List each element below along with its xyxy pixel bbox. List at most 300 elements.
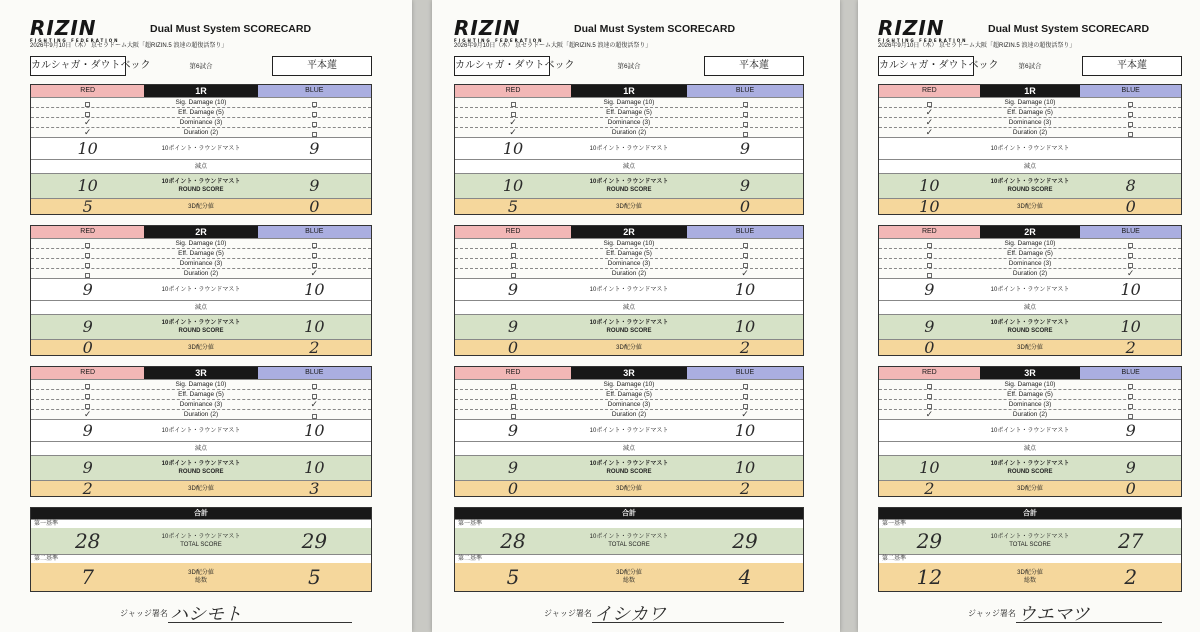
deduction-label: 減点 — [194, 304, 207, 311]
criterion-row — [879, 268, 1181, 278]
red-label: RED — [455, 367, 571, 379]
criteria-list — [31, 97, 371, 137]
total-red: 28 — [500, 529, 526, 553]
criterion-label: Dominance (3) — [607, 259, 651, 267]
round-block — [878, 225, 1182, 356]
total-red: 28 — [74, 529, 101, 553]
ten-point-row — [455, 278, 803, 300]
deduction-row — [455, 159, 803, 173]
ten-point-label: 10ポイント・ラウンドマスト — [589, 145, 669, 152]
ten-point-label: 10ポイント・ラウンドマスト — [161, 427, 241, 434]
ten-point-blue: 9 — [739, 138, 751, 158]
ten-point-blue: 10 — [734, 279, 756, 299]
round-score-row — [455, 173, 803, 198]
check-mark-red: ✓ — [83, 117, 92, 128]
rizin-logo — [30, 16, 119, 43]
judge-signature — [30, 600, 372, 624]
red-label: RED — [31, 226, 144, 238]
first-criterion-label: 第一基準 — [455, 519, 803, 528]
round-name: 1R — [980, 85, 1081, 97]
round-block — [454, 225, 804, 356]
criteria-list — [879, 238, 1181, 278]
criteria-list — [455, 379, 803, 419]
ten-point-label: 10ポイント・ラウンドマスト — [990, 145, 1070, 152]
checkbox-blue — [743, 263, 748, 268]
checkbox-red — [85, 404, 90, 409]
criterion-label: Dominance (3) — [179, 118, 223, 126]
ten-point-red: 9 — [507, 420, 519, 440]
total-split-label: 3D配分値 総数 — [1017, 570, 1043, 584]
split-row — [879, 198, 1181, 214]
bout-number: 第6試合 — [617, 63, 641, 70]
split-blue: 3 — [309, 478, 320, 498]
round-score-row — [31, 314, 371, 339]
total-score-row — [879, 528, 1181, 554]
round-score-row — [879, 455, 1181, 480]
deduction-label: 減点 — [622, 445, 635, 452]
check-mark-red: ✓ — [83, 127, 92, 138]
split-total-blue: 5 — [307, 565, 321, 589]
logo-subtext: FIGHTING FEDERATION — [30, 38, 120, 43]
judge-name: イシカワ — [594, 604, 666, 625]
split-total-blue: 4 — [738, 565, 752, 589]
red-label: RED — [455, 226, 571, 238]
checkbox-blue — [312, 414, 317, 419]
scorecard-sheet-2 — [432, 0, 840, 632]
judge-signature — [454, 600, 804, 624]
criterion-label: Duration (2) — [611, 410, 647, 418]
round-block — [30, 84, 372, 215]
second-criterion-label: 第二基準 — [879, 554, 1181, 563]
split-row — [455, 198, 803, 214]
criterion-label: Sig. Damage (10) — [603, 239, 655, 247]
red-label: RED — [31, 85, 144, 97]
round-score-red: 9 — [82, 317, 93, 336]
checkbox-blue — [743, 132, 748, 137]
split-row — [879, 339, 1181, 355]
criteria-list — [31, 379, 371, 419]
round-block — [30, 225, 372, 356]
split-label: 3D配分値 — [616, 485, 642, 492]
signature-line — [168, 622, 352, 623]
split-red: 2 — [924, 478, 935, 498]
split-red: 0 — [507, 478, 519, 498]
criterion-label: Eff. Damage (5) — [606, 249, 652, 257]
check-mark-red: ✓ — [925, 127, 934, 138]
criterion-label: Dominance (3) — [607, 118, 651, 126]
judge-label: ジャッジ署名 — [120, 609, 168, 618]
ten-point-red: 9 — [507, 279, 519, 299]
criterion-label: Sig. Damage (10) — [1004, 239, 1056, 247]
split-label: 3D配分値 — [1017, 203, 1043, 210]
criterion-label: Eff. Damage (5) — [606, 108, 652, 116]
split-label: 3D配分値 — [188, 485, 214, 492]
blue-label: BLUE — [258, 85, 371, 97]
split-red: 10 — [919, 196, 940, 216]
ten-point-blue: 10 — [304, 420, 325, 440]
round-score-blue: 9 — [739, 176, 751, 195]
split-label: 3D配分値 — [1017, 485, 1043, 492]
red-label: RED — [879, 367, 980, 379]
round-name: 2R — [980, 226, 1081, 238]
deduction-label: 減点 — [1024, 304, 1037, 311]
round-score-label: 10ポイント・ラウンドマスト ROUND SCORE — [990, 461, 1070, 475]
round-score-label: 10ポイント・ラウンドマスト ROUND SCORE — [589, 320, 669, 334]
round-name: 2R — [144, 226, 257, 238]
criterion-label: Sig. Damage (10) — [603, 380, 655, 388]
total-score-label: 10ポイント・ラウンドマスト TOTAL SCORE — [589, 534, 669, 548]
deduction-row — [31, 300, 371, 314]
scorecard — [30, 10, 372, 624]
deduction-row — [31, 441, 371, 455]
round-score-label: 10ポイント・ラウンドマスト ROUND SCORE — [161, 179, 241, 193]
round-score-red: 10 — [919, 176, 940, 195]
checkbox-red — [511, 273, 516, 278]
red-label: RED — [879, 226, 980, 238]
round-score-label: 10ポイント・ラウンドマスト ROUND SCORE — [990, 179, 1070, 193]
deduction-label: 減点 — [194, 445, 207, 452]
criterion-label: Eff. Damage (5) — [1007, 390, 1053, 398]
scorecard-sheet-3 — [858, 0, 1200, 632]
checkbox-red — [927, 102, 932, 107]
round-name: 3R — [980, 367, 1081, 379]
deduction-label: 減点 — [1024, 163, 1037, 170]
split-label: 3D配分値 — [616, 344, 642, 351]
criterion-label: Duration (2) — [183, 410, 219, 418]
split-total-red: 12 — [916, 565, 943, 589]
rounds — [878, 84, 1182, 497]
checkbox-red — [511, 112, 516, 117]
criteria-list — [455, 97, 803, 137]
checkbox-red — [927, 273, 932, 278]
total-split-row — [455, 563, 803, 591]
criterion-label: Sig. Damage (10) — [175, 98, 227, 106]
round-name: 1R — [571, 85, 687, 97]
round-score-red: 10 — [919, 458, 940, 477]
logo-text: RIZIN — [30, 16, 97, 40]
ten-point-blue: 9 — [309, 138, 320, 158]
blue-label: BLUE — [258, 226, 371, 238]
judge-name: ウエマツ — [1018, 604, 1090, 625]
criterion-row — [455, 268, 803, 278]
blue-label: BLUE — [687, 226, 803, 238]
total-split-row — [879, 563, 1181, 591]
deduction-label: 減点 — [622, 304, 635, 311]
red-fighter-name: カルシャガ・ダウトベック — [878, 56, 974, 76]
ten-point-row — [879, 278, 1181, 300]
split-label: 3D配分値 — [188, 344, 214, 351]
ten-point-red: 9 — [82, 279, 93, 299]
criterion-label: Duration (2) — [1012, 410, 1048, 418]
criteria-list — [879, 97, 1181, 137]
event-info: 2026年9月10日（木） 京セラドーム大阪「超RIZIN.5 浪速の超復活祭り」 — [878, 43, 1076, 49]
total-header: 合計 — [455, 508, 803, 519]
criterion-label: Duration (2) — [183, 269, 219, 277]
criterion-row — [31, 409, 371, 419]
round-score-blue: 10 — [304, 317, 325, 336]
criteria-list — [879, 379, 1181, 419]
ten-point-row — [455, 137, 803, 159]
deduction-row — [31, 159, 371, 173]
scorecard-header — [878, 10, 1182, 56]
total-blue: 29 — [301, 529, 328, 553]
scorecard-title: Dual Must System SCORECARD — [574, 23, 736, 35]
round-block — [30, 366, 372, 497]
ten-point-blue: 10 — [304, 279, 325, 299]
split-red: 0 — [507, 337, 519, 357]
rounds — [30, 84, 372, 497]
criterion-row — [455, 409, 803, 419]
split-row — [31, 339, 371, 355]
total-split-label: 3D配分値 総数 — [616, 570, 642, 584]
event-info: 2026年9月10日（木） 京セラドーム大阪「超RIZIN.5 浪速の超復活祭り」 — [454, 43, 652, 49]
round-score-label: 10ポイント・ラウンドマスト ROUND SCORE — [589, 179, 669, 193]
fighter-names — [454, 56, 804, 78]
split-row — [455, 339, 803, 355]
check-mark-blue: ✓ — [741, 268, 749, 279]
split-blue: 0 — [1125, 478, 1136, 498]
check-mark-red: ✓ — [925, 117, 934, 128]
round-score-red: 9 — [507, 317, 519, 336]
split-row — [31, 198, 371, 214]
total-red: 29 — [916, 529, 943, 553]
ten-point-label: 10ポイント・ラウンドマスト — [589, 286, 669, 293]
blue-label: BLUE — [1080, 226, 1181, 238]
logo-text: RIZIN — [878, 16, 945, 40]
criterion-label: Eff. Damage (5) — [178, 108, 224, 116]
ten-point-label: 10ポイント・ラウンドマスト — [161, 286, 241, 293]
scorecard-title: Dual Must System SCORECARD — [150, 23, 312, 35]
total-score-row — [455, 528, 803, 554]
blue-fighter-name: 平本蓮 — [272, 56, 372, 76]
signature-line — [1016, 622, 1162, 623]
round-name: 3R — [144, 367, 257, 379]
total-split-row — [31, 563, 371, 591]
round-name: 2R — [571, 226, 687, 238]
ten-point-row — [879, 419, 1181, 441]
total-score-row — [31, 528, 371, 554]
criterion-label: Dominance (3) — [1008, 118, 1052, 126]
blue-label: BLUE — [687, 85, 803, 97]
criterion-label: Sig. Damage (10) — [175, 380, 227, 388]
round-score-row — [455, 455, 803, 480]
criterion-row — [455, 127, 803, 137]
checkbox-blue — [743, 404, 748, 409]
criteria-list — [455, 238, 803, 278]
round-name: 3R — [571, 367, 687, 379]
split-blue: 2 — [739, 337, 751, 357]
rizin-logo — [454, 16, 543, 43]
logo-subtext: FIGHTING FEDERATION — [454, 38, 544, 43]
ten-point-label: 10ポイント・ラウンドマスト — [990, 286, 1070, 293]
blue-label: BLUE — [1080, 85, 1181, 97]
judge-signature — [878, 600, 1182, 624]
criterion-label: Duration (2) — [1012, 269, 1048, 277]
judge-label: ジャッジ署名 — [968, 609, 1016, 618]
scorecard-header — [454, 10, 804, 56]
round-score-blue: 10 — [1120, 317, 1141, 336]
round-score-blue: 9 — [1125, 458, 1136, 477]
round-name: 1R — [144, 85, 257, 97]
split-total-red: 5 — [506, 565, 520, 589]
red-label: RED — [879, 85, 980, 97]
first-criterion-label: 第一基準 — [31, 519, 371, 528]
deduction-row — [455, 441, 803, 455]
criterion-row — [879, 409, 1181, 419]
ten-point-red: 10 — [77, 138, 98, 158]
judge-label: ジャッジ署名 — [544, 609, 592, 618]
red-label: RED — [31, 367, 144, 379]
check-mark-blue: ✓ — [310, 399, 319, 410]
criterion-label: Dominance (3) — [1008, 400, 1052, 408]
ten-point-blue: 9 — [1125, 420, 1136, 440]
blue-label: BLUE — [258, 367, 371, 379]
ten-point-row — [455, 419, 803, 441]
rounds — [454, 84, 804, 497]
split-total-blue: 2 — [1124, 565, 1138, 589]
ten-point-row — [31, 278, 371, 300]
criterion-label: Eff. Damage (5) — [1007, 249, 1053, 257]
deduction-label: 減点 — [194, 163, 207, 170]
criteria-list — [31, 238, 371, 278]
check-mark-red: ✓ — [925, 107, 934, 118]
split-label: 3D配分値 — [1017, 344, 1043, 351]
round-score-blue: 10 — [734, 458, 756, 477]
fighter-names — [30, 56, 372, 78]
checkbox-red — [85, 273, 90, 278]
round-score-blue: 8 — [1125, 176, 1136, 195]
criterion-label: Duration (2) — [611, 269, 647, 277]
total-section — [454, 507, 804, 592]
criterion-label: Sig. Damage (10) — [1004, 98, 1056, 106]
split-blue: 0 — [309, 196, 320, 216]
round-score-row — [879, 173, 1181, 198]
deduction-label: 減点 — [1024, 445, 1037, 452]
round-block — [878, 84, 1182, 215]
round-score-row — [31, 455, 371, 480]
checkbox-blue — [312, 132, 317, 137]
scorecard-header — [30, 10, 372, 56]
check-mark-blue: ✓ — [1126, 268, 1135, 279]
checkbox-cell-blue — [1080, 124, 1181, 142]
fighter-names — [878, 56, 1182, 78]
logo-subtext: FIGHTING FEDERATION — [878, 38, 968, 43]
round-score-row — [879, 314, 1181, 339]
first-criterion-label: 第一基準 — [879, 519, 1181, 528]
checkbox-red — [511, 414, 516, 419]
total-header: 合計 — [31, 508, 371, 519]
round-score-label: 10ポイント・ラウンドマスト ROUND SCORE — [589, 461, 669, 475]
judge-name: ハシモト — [170, 604, 242, 625]
criterion-label: Dominance (3) — [179, 259, 223, 267]
total-split-label: 3D配分値 総数 — [188, 570, 214, 584]
split-red: 2 — [82, 478, 93, 498]
red-fighter-name: カルシャガ・ダウトベック — [30, 56, 126, 76]
round-block — [454, 84, 804, 215]
split-label: 3D配分値 — [616, 203, 642, 210]
checkbox-blue — [312, 263, 317, 268]
criterion-label: Duration (2) — [183, 128, 219, 136]
split-row — [31, 480, 371, 496]
ten-point-label: 10ポイント・ラウンドマスト — [589, 427, 669, 434]
checkbox-blue — [1128, 263, 1133, 268]
check-mark-red: ✓ — [509, 117, 517, 128]
split-row — [879, 480, 1181, 496]
split-blue: 0 — [1125, 196, 1136, 216]
criterion-row — [31, 268, 371, 278]
criterion-label: Duration (2) — [611, 128, 647, 136]
blue-fighter-name: 平本蓮 — [704, 56, 804, 76]
criterion-label: Eff. Damage (5) — [1007, 108, 1053, 116]
total-section — [30, 507, 372, 592]
criterion-label: Sig. Damage (10) — [175, 239, 227, 247]
checkbox-blue — [312, 394, 317, 399]
round-score-row — [31, 173, 371, 198]
second-criterion-label: 第二基準 — [455, 554, 803, 563]
signature-line — [592, 622, 784, 623]
bout-number: 第6試合 — [189, 63, 213, 70]
criterion-label: Sig. Damage (10) — [603, 98, 655, 106]
blue-fighter-name: 平本蓮 — [1082, 56, 1182, 76]
round-score-blue: 10 — [304, 458, 325, 477]
round-score-blue: 10 — [734, 317, 756, 336]
ten-point-blue: 10 — [734, 420, 756, 440]
ten-point-row — [31, 137, 371, 159]
ten-point-blue: 10 — [1120, 279, 1141, 299]
check-mark-blue: ✓ — [310, 268, 319, 279]
split-row — [455, 480, 803, 496]
round-score-label: 10ポイント・ラウンドマスト ROUND SCORE — [161, 320, 241, 334]
bout-number: 第6試合 — [1018, 63, 1042, 70]
round-score-red: 10 — [77, 176, 98, 195]
split-blue: 2 — [309, 337, 320, 357]
criterion-label: Sig. Damage (10) — [1004, 380, 1056, 388]
scorecard — [878, 10, 1182, 624]
total-section — [878, 507, 1182, 592]
total-header: 合計 — [879, 508, 1181, 519]
round-block — [878, 366, 1182, 497]
check-mark-red: ✓ — [509, 127, 517, 138]
ten-point-label: 10ポイント・ラウンドマスト — [990, 427, 1070, 434]
checkbox-red — [85, 112, 90, 117]
round-score-row — [455, 314, 803, 339]
red-label: RED — [455, 85, 571, 97]
checkbox-blue — [1128, 132, 1133, 137]
split-red: 0 — [924, 337, 935, 357]
checkbox-blue — [1128, 414, 1133, 419]
criterion-label: Dominance (3) — [1008, 259, 1052, 267]
event-info: 2026年9月10日（木） 京セラドーム大阪「超RIZIN.5 浪速の超復活祭り」 — [30, 43, 228, 49]
rizin-logo — [878, 16, 967, 43]
ten-point-label: 10ポイント・ラウンドマスト — [161, 145, 241, 152]
deduction-row — [879, 300, 1181, 314]
scorecard-title: Dual Must System SCORECARD — [988, 23, 1150, 35]
round-score-label: 10ポイント・ラウンドマスト ROUND SCORE — [990, 320, 1070, 334]
deduction-row — [879, 441, 1181, 455]
split-label: 3D配分値 — [188, 203, 214, 210]
check-mark-red: ✓ — [925, 409, 934, 420]
ten-point-red: 9 — [82, 420, 93, 440]
blue-label: BLUE — [1080, 367, 1181, 379]
round-block — [454, 366, 804, 497]
scorecard — [454, 10, 804, 624]
blue-label: BLUE — [687, 367, 803, 379]
total-blue: 29 — [732, 529, 758, 553]
checkbox-red — [927, 404, 932, 409]
round-score-red: 9 — [507, 458, 519, 477]
check-mark-red: ✓ — [83, 409, 92, 420]
ten-point-red: 10 — [502, 138, 524, 158]
